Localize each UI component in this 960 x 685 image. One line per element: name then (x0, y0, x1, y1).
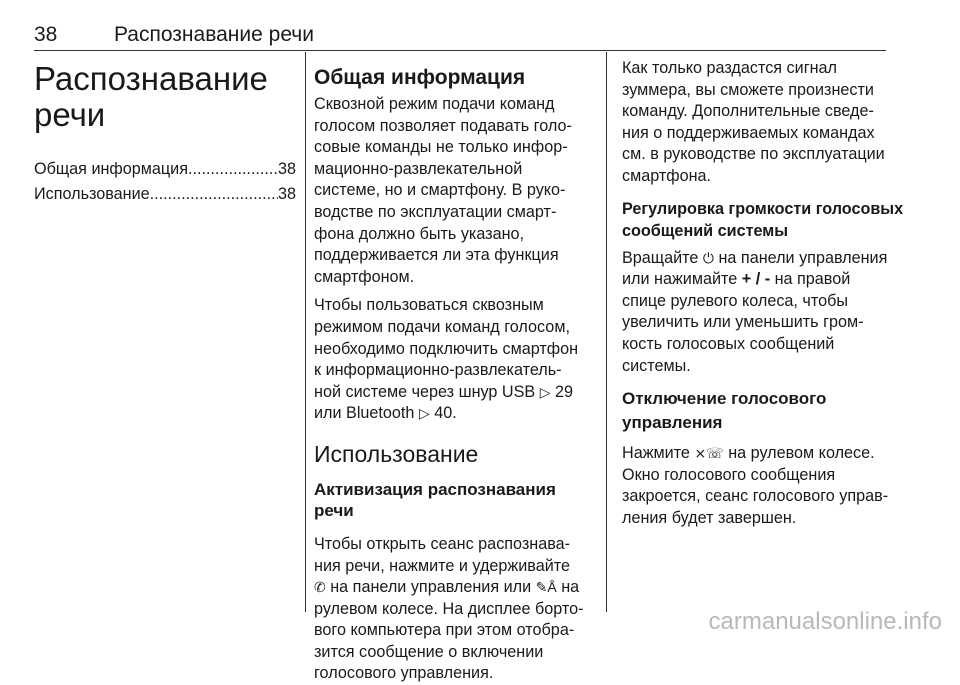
text-line (622, 248, 887, 270)
general-paragraph-2 (314, 295, 594, 425)
text-span: на панели управления (718, 248, 888, 267)
text-line: ления будет завершен. (622, 508, 797, 527)
text-line: к информационно-развлекатель- (314, 361, 562, 380)
section-heading-general: Общая информация (314, 66, 526, 89)
deactivation-paragraph (622, 443, 887, 529)
text-line: спице рулевого колеса, чтобы (622, 291, 848, 310)
text-line: вого компьютера при этом отобра- (314, 621, 575, 640)
heading-line: Отключение голосового (622, 389, 827, 409)
text-line: см. в руководстве по эксплуатации (622, 145, 885, 164)
toc-column (34, 58, 296, 207)
text-line: системе, но и смартфону. В руко- (314, 181, 566, 200)
text-line: фона должно быть указано, (314, 224, 525, 243)
subheading-deactivation (622, 387, 887, 435)
page-header (34, 22, 886, 51)
text-span: Вращайте (622, 248, 699, 267)
main-column (314, 58, 594, 685)
watermark: carmanualsonline.info (708, 608, 942, 635)
page-ref-arrow-icon: ▷ (418, 405, 430, 422)
bt-text: или Bluetooth (314, 404, 415, 423)
text-line: смартфона. (622, 166, 712, 185)
right-column (622, 58, 904, 530)
text-line: рулевом колесе. На дисплее борто- (314, 599, 584, 618)
text-span: Нажмите (622, 444, 690, 463)
text-line: водстве по эксплуатации смарт- (314, 202, 557, 221)
toc-entry-label: Использование (34, 185, 150, 203)
heading-line: сообщений системы (622, 221, 789, 240)
text-line (622, 269, 887, 291)
text-line: ния речи, нажмите и удерживайте (314, 556, 570, 575)
heading-line: речи (314, 500, 354, 520)
text-line: голосом позволяет подавать голо- (314, 116, 572, 135)
text-span: на рулевом колесе. (728, 444, 875, 463)
subheading-volume (622, 198, 904, 242)
text-span: или нажимайте (622, 270, 738, 289)
plus-minus-key: + / - (741, 270, 771, 289)
voice-control-icon: ✎Å (535, 579, 557, 596)
phone-icon: ✆ (314, 579, 326, 596)
text-line: поддерживается ли эта функция (314, 246, 559, 265)
text-line: зится сообщение о включении (314, 642, 544, 661)
volume-paragraph (622, 248, 887, 378)
text-line (314, 577, 594, 599)
text-line: Окно голосового сообщения (622, 465, 836, 484)
text-line: закроется, сеанс голосового управ- (622, 487, 889, 506)
usb-text: ной системе через шнур USB (314, 382, 536, 401)
chapter-title-line: речи (34, 96, 106, 133)
text-line: смартфоном. (314, 267, 415, 286)
header-title: Распознавание речи (114, 23, 314, 46)
activation-paragraph (314, 534, 594, 685)
chapter-title (34, 61, 296, 133)
text-line: увеличить или уменьшить гром- (622, 313, 864, 332)
column-divider-left (305, 52, 306, 612)
text-line: системы. (622, 356, 691, 375)
text-line: режимом подачи команд голосом, (314, 317, 570, 336)
toc-entry-usage[interactable] (34, 182, 296, 207)
toc-leader-dots (188, 157, 278, 182)
chapter-title-line: Распознавание (34, 60, 268, 97)
page-number: 38 (34, 23, 58, 46)
text-line-usb (314, 382, 594, 404)
usage-intro-paragraph (622, 58, 887, 188)
column-divider-right (606, 52, 607, 612)
text-line: совые команды не только инфор- (314, 138, 568, 157)
power-knob-icon: ⏻ (702, 249, 714, 266)
text-line: Чтобы пользоваться сквозным (314, 296, 544, 315)
subheading-activation (314, 479, 594, 521)
text-span: на панели управления или (330, 578, 532, 597)
section-heading-usage: Использование (314, 440, 479, 467)
toc-entry-page: 38 (277, 160, 296, 178)
toc-entry-label: Общая информация (34, 160, 188, 178)
toc-entry-general[interactable] (34, 157, 296, 182)
text-line: зуммера, вы сможете произнести (622, 80, 874, 99)
text-line: ния о поддерживаемых командах (622, 123, 875, 142)
toc-entry-page: 38 (277, 185, 296, 203)
toc-leader-dots (150, 182, 278, 207)
text-line-bluetooth (314, 403, 594, 425)
text-span: на правой (774, 270, 851, 289)
page-ref-arrow-icon: ▷ (539, 383, 551, 400)
text-line: голосового управления. (314, 664, 494, 683)
text-line: Чтобы открыть сеанс распознава- (314, 534, 571, 553)
text-line: кость голосовых сообщений (622, 334, 835, 353)
text-line: Как только раздастся сигнал (622, 59, 837, 77)
heading-line: управления (622, 413, 723, 433)
text-line: Сквозной режим подачи команд (314, 95, 555, 113)
text-line: команду. Дополнительные сведе- (622, 102, 874, 121)
text-line (622, 443, 887, 465)
heading-line: Регулировка громкости голосовых (622, 199, 904, 218)
usb-page-ref[interactable]: 29 (554, 382, 573, 401)
text-line: мационно-развлекательной (314, 159, 523, 178)
heading-line: Активизация распознавания (314, 479, 556, 499)
bt-page-ref[interactable]: 40. (434, 404, 457, 423)
general-paragraph-1 (314, 94, 594, 288)
mute-end-call-icon: ⨯☏ (694, 445, 724, 462)
text-span: на (561, 578, 580, 597)
text-line: необходимо подключить смартфон (314, 339, 579, 358)
